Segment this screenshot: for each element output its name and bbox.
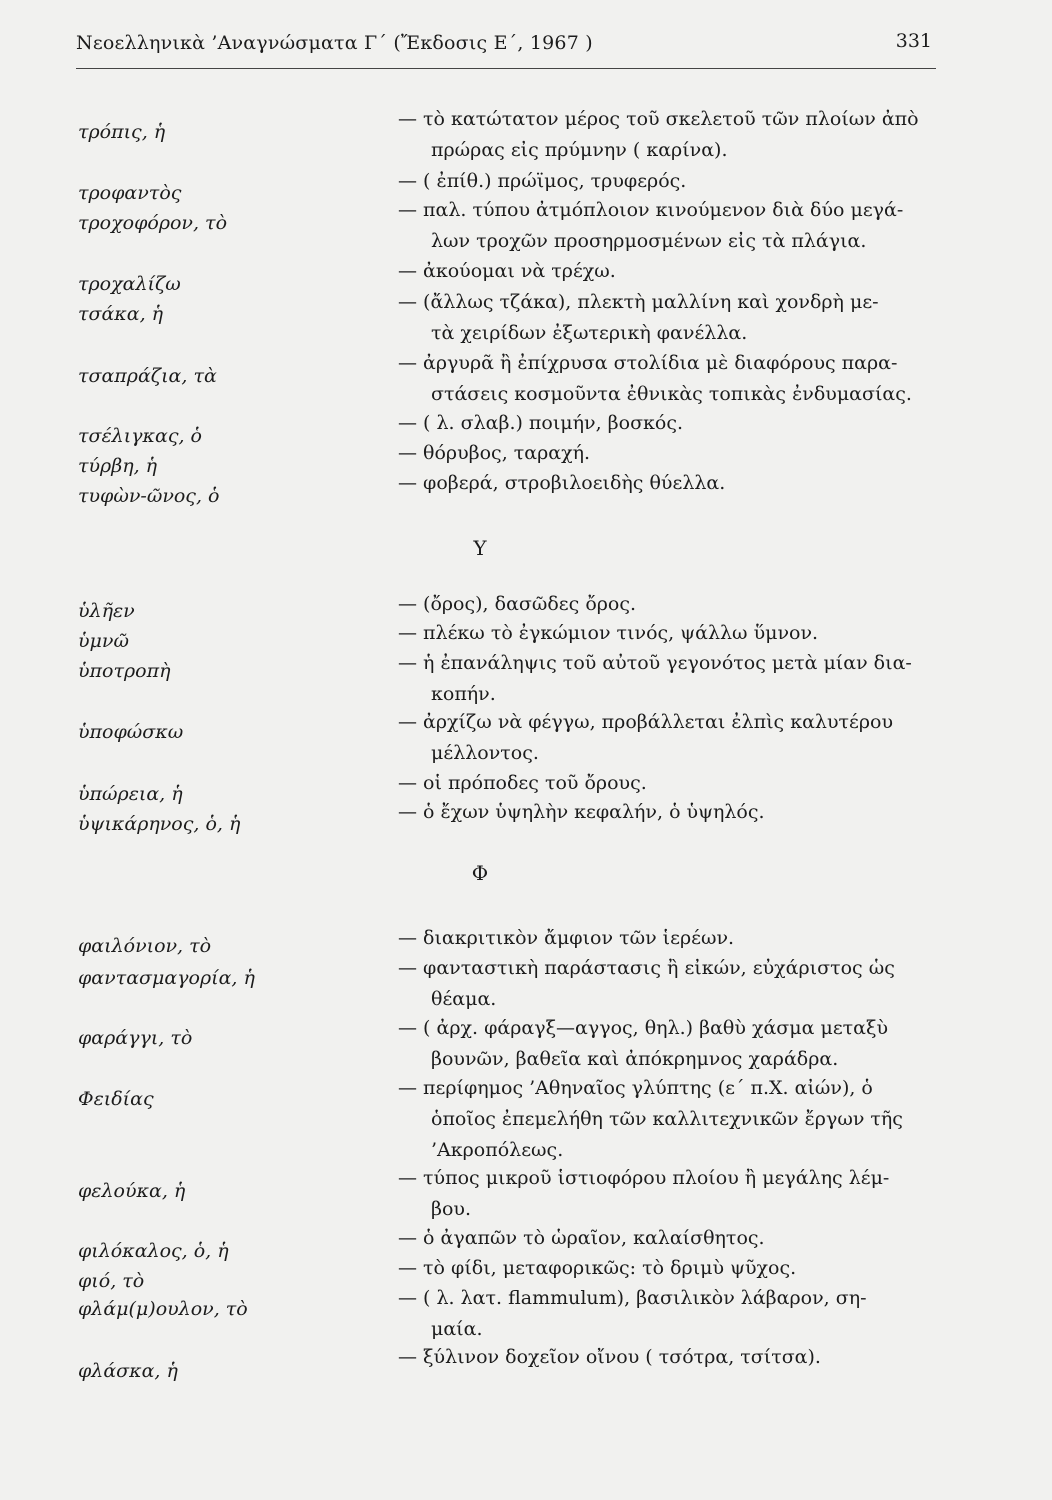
entry-definition: — ( ἀρχ. φάραγξ—αγγος, θηλ.) βαθὺ χάσμα μεταξὺ βουνῶν, βαθεῖα καὶ ἀπόκρημνος χαράδρα. — [398, 1017, 889, 1070]
entry-term: τροχαλίζω — [78, 273, 181, 295]
entry-definition: — φοβερά, στροβιλοειδὴς θύελλα. — [398, 472, 726, 494]
entry-definition: — ὁ ἔχων ὑψηλὴν κεφαλήν, ὁ ὑψηλός. — [398, 801, 765, 823]
entry-definition: — διακριτικὸν ἄμφιον τῶν ἱερέων. — [398, 927, 735, 949]
page-number: 331 — [895, 30, 932, 52]
entry-term: φαντασμαγορία, ἡ — [78, 967, 255, 989]
section-letter: Υ — [473, 536, 487, 560]
entry-definition: — τὸ φίδι, μεταφορικῶς: τὸ δριμὺ ψῦχος. — [398, 1257, 797, 1279]
entry-term: φελούκα, ἡ — [78, 1180, 186, 1202]
entry-term: φαιλόνιον, τὸ — [78, 935, 212, 957]
entry-term: τροφαντὸς — [78, 182, 182, 204]
entry-definition: — ἡ ἐπανάληψις τοῦ αὐτοῦ γεγονότος μετὰ μίαν δια- κοπήν. — [398, 652, 912, 705]
entry-definition: — ( ἐπίθ.) πρώϊμος, τρυφερός. — [398, 170, 687, 192]
entry-definition: — οἱ πρόποδες τοῦ ὄρους. — [398, 772, 647, 794]
entry-term: ὑπώρεια, ἡ — [78, 783, 183, 805]
entry-term: ὑποτροπὴ — [78, 660, 171, 682]
entry-term: ὑμνῶ — [78, 630, 129, 652]
entry-definition: — ξύλινον δοχεῖον οἴνου ( τσότρα, τσίτσα). — [398, 1346, 821, 1368]
entry-definition: — ἀκούομαι νὰ τρέχω. — [398, 260, 616, 282]
entry-definition: — ( λ. λατ. flammulum), βασιλικὸν λάβαρον, ση- μαία. — [398, 1287, 867, 1340]
entry-term: τσάκα, ἡ — [78, 303, 164, 325]
entry-term: τροχοφόρον, τὸ — [78, 212, 228, 234]
entry-term: Φειδίας — [78, 1088, 154, 1110]
entry-term: τυφὼν-ῶνος, ὁ — [78, 485, 220, 507]
entry-definition: — θόρυβος, ταραχή. — [398, 442, 591, 464]
entry-definition: — περίφημος ’Αθηναῖος γλύπτης (ε΄ π.Χ. αἰών), ὁ ὁποῖος ἐπεμελήθη τῶν καλλιτεχνικῶν ἔργων τῆς ’Ακροπόλεως. — [398, 1077, 903, 1161]
section-letter: Φ — [471, 861, 489, 885]
entry-term: φλάμ(μ)ουλον, τὸ — [78, 1298, 248, 1320]
entry-term: φιό, τὸ — [78, 1270, 145, 1292]
entry-term: τύρβη, ἡ — [78, 455, 158, 477]
entry-definition: — τύπος μικροῦ ἱστιοφόρου πλοίου ἢ μεγάλης λέμ- βου. — [398, 1167, 890, 1220]
entry-definition: — τὸ κατώτατον μέρος τοῦ σκελετοῦ τῶν πλοίων ἀπὸ πρώρας εἰς πρύμνην ( καρίνα). — [398, 108, 919, 161]
entry-definition: — ὁ ἀγαπῶν τὸ ὡραῖον, καλαίσθητος. — [398, 1227, 765, 1249]
page-header — [76, 30, 936, 66]
entry-term: φλάσκα, ἡ — [78, 1360, 178, 1382]
entry-definition: — φανταστικὴ παράστασις ἢ εἰκών, εὐχάριστος ὡς θέαμα. — [398, 957, 895, 1010]
entry-term: τρόπις, ἡ — [78, 121, 166, 143]
entry-term: φαράγγι, τὸ — [78, 1027, 193, 1049]
entry-definition: — ἀργυρᾶ ἢ ἐπίχρυσα στολίδια μὲ διαφόρους παρα- στάσεις κοσμοῦντα ἐθνικὰς τοπικὰς ἐνδυμασίας. — [398, 352, 912, 405]
entry-definition: — παλ. τύπου ἀτμόπλοιον κινούμενον διὰ δύο μεγά- λων τροχῶν προσηρμοσμένων εἰς τὰ πλάγια. — [398, 199, 904, 252]
entry-term: τσαπράζια, τὰ — [78, 365, 217, 387]
entry-definition: — ἀρχίζω νὰ φέγγω, προβάλλεται ἐλπὶς καλυτέρου μέλλοντος. — [398, 711, 894, 764]
header-rule — [76, 68, 936, 69]
entry-definition: — (ὄρος), δασῶδες ὄρος. — [398, 593, 637, 615]
entry-term: ὑλῆεν — [78, 600, 135, 622]
running-title: Νεοελληνικὰ ’Αναγνώσματα Γ΄ (Ἔκδοσις Ε΄, 1967 ) — [76, 32, 593, 54]
entry-term: ὑποφώσκω — [78, 721, 184, 743]
entry-term: ὑψικάρηνος, ὁ, ἡ — [78, 813, 241, 835]
entry-definition: — ( λ. σλαβ.) ποιμήν, βοσκός. — [398, 412, 684, 434]
entry-definition: — πλέκω τὸ ἐγκώμιον τινός, ψάλλω ὕμνον. — [398, 622, 819, 644]
entry-definition: — (ἄλλως τζάκα), πλεκτὴ μαλλίνη καὶ χονδρὴ με- τὰ χειρίδων ἐξωτερικὴ φανέλλα. — [398, 291, 879, 344]
entry-term: φιλόκαλος, ὁ, ἡ — [78, 1240, 229, 1262]
entry-term: τσέλιγκας, ὁ — [78, 425, 202, 447]
